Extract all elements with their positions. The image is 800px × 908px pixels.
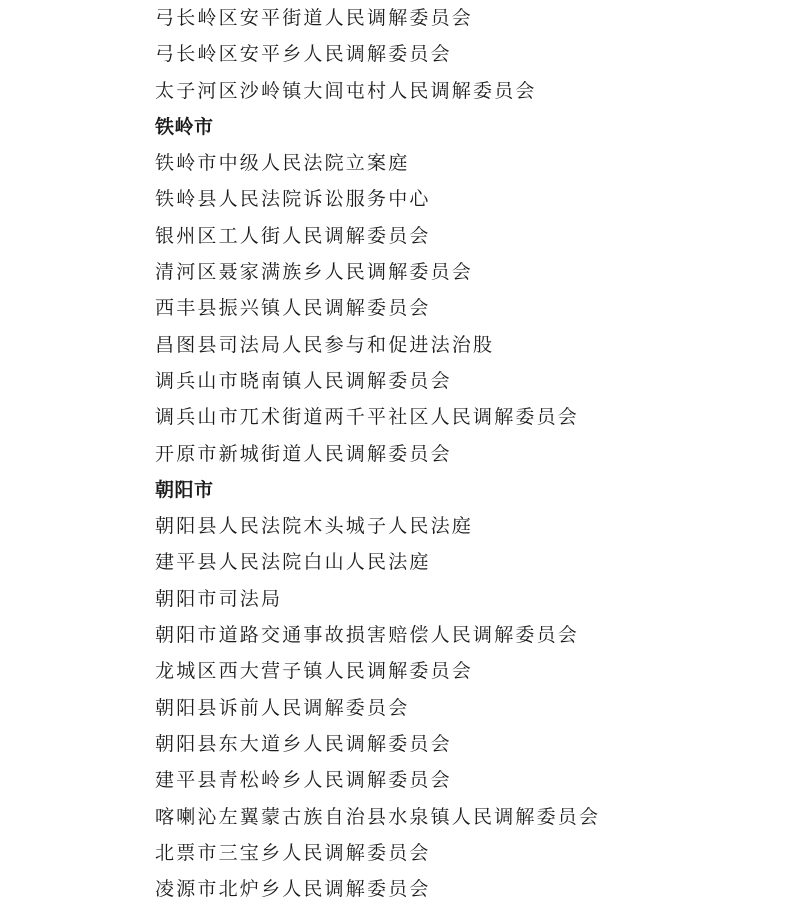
list-item: 银州区工人街人民调解委员会 (155, 224, 431, 247)
list-item: 建平县人民法院白山人民法庭 (155, 551, 431, 574)
list-item: 朝阳县东大道乡人民调解委员会 (155, 732, 452, 755)
list-item: 太子河区沙岭镇大闾屯村人民调解委员会 (155, 79, 537, 102)
list-item: 凌源市北炉乡人民调解委员会 (155, 878, 431, 901)
list-item: 朝阳市司法局 (155, 587, 283, 610)
list-item: 昌图县司法局人民参与和促进法治股 (155, 333, 495, 356)
list-item: 开原市新城街道人民调解委员会 (155, 442, 452, 465)
list-item: 西丰县振兴镇人民调解委员会 (155, 297, 431, 320)
list-item: 北票市三宝乡人民调解委员会 (155, 841, 431, 864)
list-item: 铁岭县人民法院诉讼服务中心 (155, 188, 431, 211)
document-body (155, 0, 775, 907)
list-item: 调兵山市晓南镇人民调解委员会 (155, 369, 452, 392)
section-heading: 朝阳市 (155, 478, 214, 501)
list-item: 弓长岭区安平街道人民调解委员会 (155, 7, 474, 29)
list-item: 朝阳市道路交通事故损害赔偿人民调解委员会 (155, 624, 580, 647)
list-item: 朝阳县人民法院木头城子人民法庭 (155, 515, 474, 538)
list-item: 建平县青松岭乡人民调解委员会 (155, 769, 452, 792)
list-item: 调兵山市兀术街道两千平社区人民调解委员会 (155, 406, 580, 429)
list-item: 清河区聂家满族乡人民调解委员会 (155, 261, 474, 284)
list-item: 铁岭市中级人民法院立案庭 (155, 152, 410, 175)
list-item: 喀喇沁左翼蒙古族自治县水泉镇人民调解委员会 (155, 805, 601, 828)
list-item: 朝阳县诉前人民调解委员会 (155, 696, 410, 719)
list-item: 龙城区西大营子镇人民调解委员会 (155, 660, 474, 683)
section-heading: 铁岭市 (155, 115, 214, 138)
list-item: 弓长岭区安平乡人民调解委员会 (155, 43, 452, 66)
